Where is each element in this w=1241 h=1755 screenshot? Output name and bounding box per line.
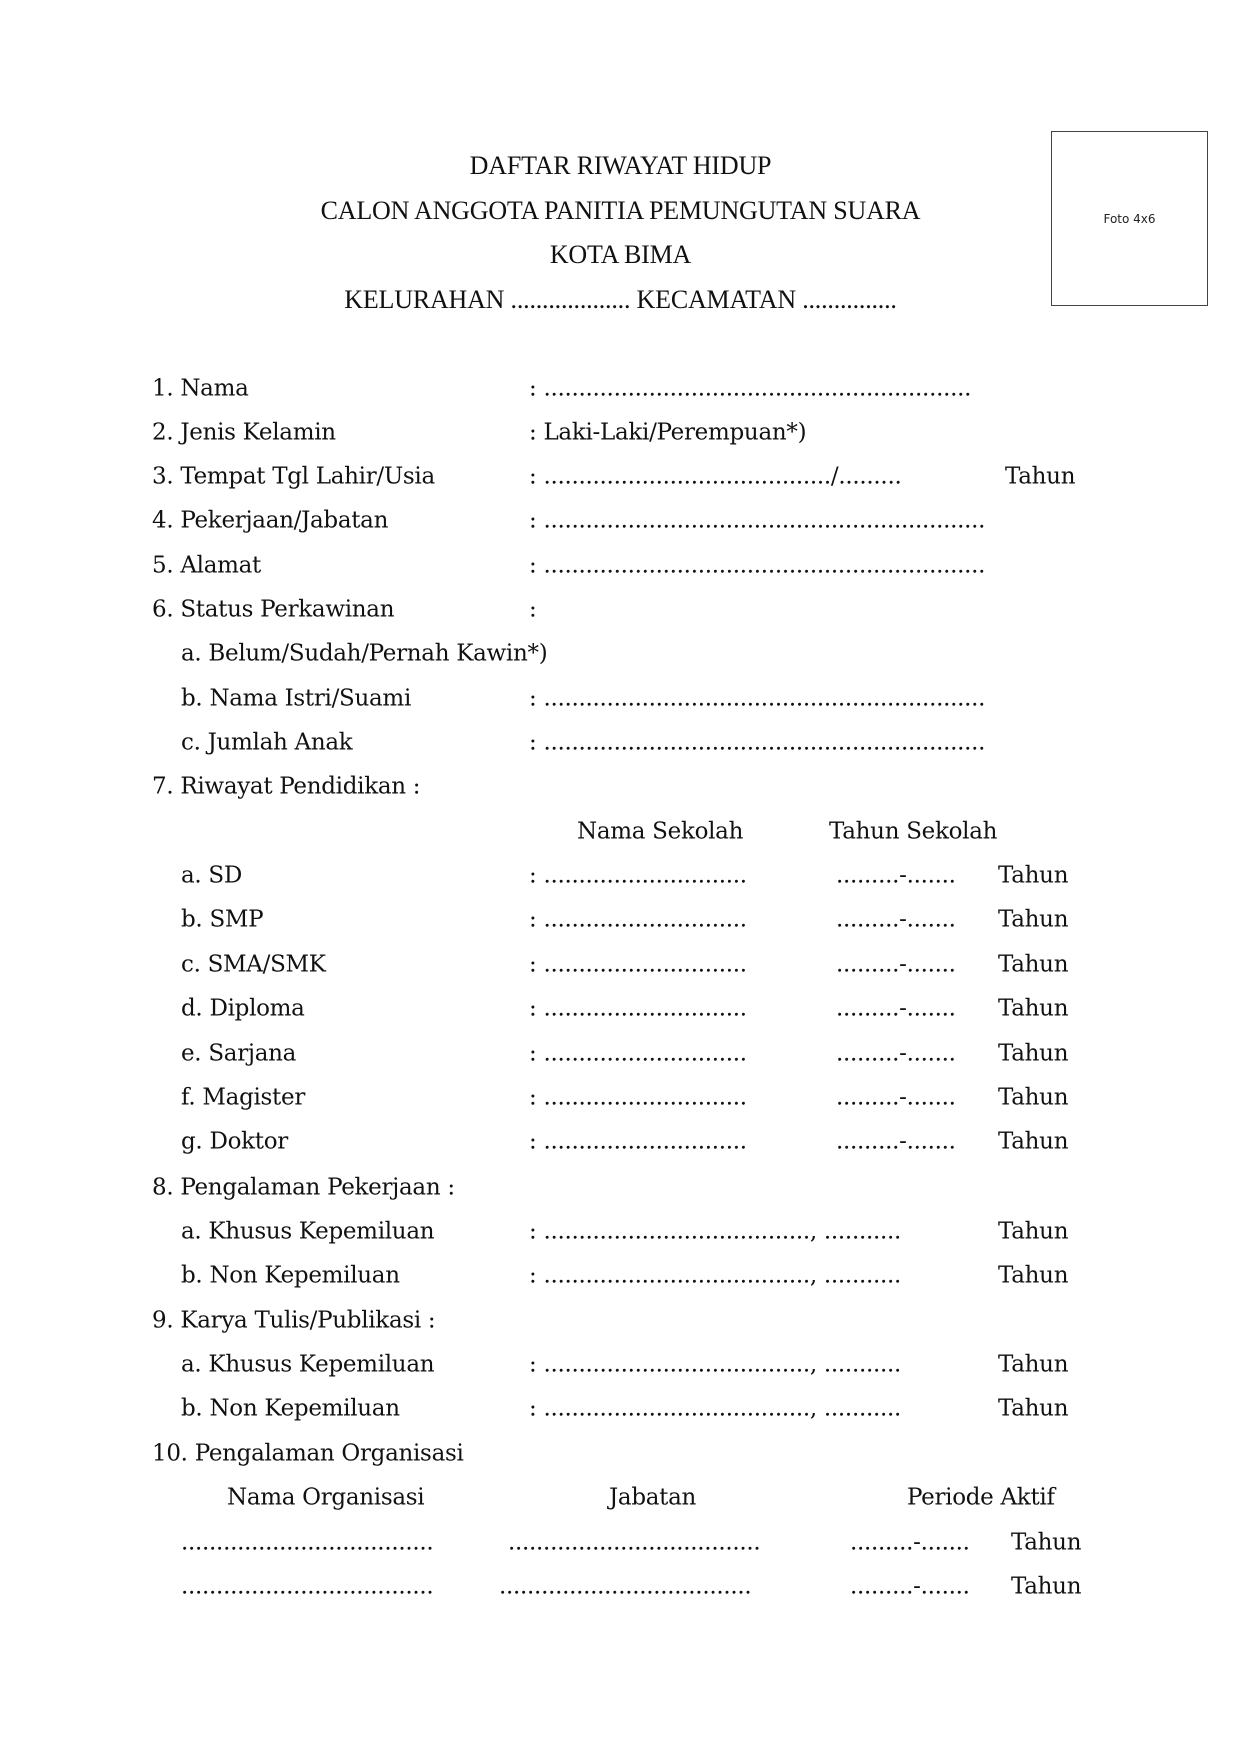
pendidikan-row-nama-sekolah[interactable]: : ............................. <box>529 906 747 933</box>
pengalaman-row-label: b. Non Kepemiluan <box>181 1262 400 1289</box>
field-label-jenis-kelamin: 2. Jenis Kelamin <box>152 419 336 446</box>
pendidikan-row-nama-sekolah[interactable]: : ............................. <box>529 951 747 978</box>
karya-row-value[interactable]: : ......................................, ........... <box>529 1351 902 1378</box>
field-alamat[interactable]: : ............................................................... <box>529 552 986 579</box>
doc-city: KOTA BIMA <box>549 240 692 269</box>
col-header-periode-aktif: Periode Aktif <box>907 1484 1055 1511</box>
pengalaman-row-label: a. Khusus Kepemiluan <box>181 1218 435 1245</box>
pendidikan-row-unit: Tahun <box>998 1084 1069 1111</box>
pendidikan-row-tahun[interactable]: .........-....... <box>836 862 956 889</box>
field-pasangan[interactable]: : ............................................................... <box>529 685 986 712</box>
section-pendidikan: 7. Riwayat Pendidikan : <box>152 773 421 800</box>
pendidikan-row-nama-sekolah[interactable]: : ............................. <box>529 1128 747 1155</box>
organisasi-row-nama[interactable]: .................................... <box>181 1529 434 1556</box>
pendidikan-row-nama-sekolah[interactable]: : ............................. <box>529 1040 747 1067</box>
section-organisasi: 10. Pengalaman Organisasi <box>152 1440 464 1467</box>
pendidikan-row-unit: Tahun <box>998 951 1069 978</box>
field-label-pekerjaan: 4. Pekerjaan/Jabatan <box>152 507 389 534</box>
pengalaman-row-unit: Tahun <box>998 1262 1069 1289</box>
organisasi-row-jabatan[interactable]: .................................... <box>508 1529 761 1556</box>
doc-subtitle: CALON ANGGOTA PANITIA PEMUNGUTAN SUARA <box>320 196 921 225</box>
karya-row-unit: Tahun <box>998 1395 1069 1422</box>
pendidikan-row-tahun[interactable]: .........-....... <box>836 1128 956 1155</box>
pendidikan-row-label: b. SMP <box>181 906 264 933</box>
field-label-ttl: 3. Tempat Tgl Lahir/Usia <box>152 463 435 490</box>
organisasi-row-periode[interactable]: .........-....... <box>850 1529 970 1556</box>
pendidikan-row-label: f. Magister <box>181 1084 306 1111</box>
pengalaman-row-unit: Tahun <box>998 1218 1069 1245</box>
pendidikan-row-tahun[interactable]: .........-....... <box>836 1084 956 1111</box>
field-label-alamat: 5. Alamat <box>152 552 261 579</box>
organisasi-row-unit: Tahun <box>1011 1529 1082 1556</box>
field-label-pasangan: b. Nama Istri/Suami <box>181 685 411 712</box>
col-header-jabatan: Jabatan <box>609 1484 697 1511</box>
field-status-a[interactable]: a. Belum/Sudah/Pernah Kawin*) <box>181 640 548 667</box>
pengalaman-row-value[interactable]: : ......................................, ........... <box>529 1218 902 1245</box>
pendidikan-row-tahun[interactable]: .........-....... <box>836 951 956 978</box>
pendidikan-row-label: g. Doktor <box>181 1128 288 1155</box>
col-header-nama-sekolah: Nama Sekolah <box>577 818 744 845</box>
col-header-tahun-sekolah: Tahun Sekolah <box>829 818 998 845</box>
karya-row-value[interactable]: : ......................................, ........... <box>529 1395 902 1422</box>
karya-row-label: b. Non Kepemiluan <box>181 1395 400 1422</box>
pendidikan-row-unit: Tahun <box>998 1040 1069 1067</box>
field-jenis-kelamin[interactable]: : Laki-Laki/Perempuan*) <box>529 419 807 446</box>
field-ttl-unit: Tahun <box>1005 463 1076 490</box>
karya-row-label: a. Khusus Kepemiluan <box>181 1351 435 1378</box>
field-nama[interactable]: : ............................................................. <box>529 375 972 402</box>
section-pengalaman-pekerjaan: 8. Pengalaman Pekerjaan : <box>152 1174 455 1201</box>
pendidikan-row-tahun[interactable]: .........-....... <box>836 1040 956 1067</box>
organisasi-row-periode[interactable]: .........-....... <box>850 1573 970 1600</box>
organisasi-row-jabatan[interactable]: .................................... <box>499 1573 752 1600</box>
doc-kelurahan-kecamatan: KELURAHAN ................... KECAMATAN ............... <box>344 285 897 314</box>
pendidikan-row-nama-sekolah[interactable]: : ............................. <box>529 862 747 889</box>
karya-row-unit: Tahun <box>998 1351 1069 1378</box>
photo-label: Foto 4x6 <box>1103 211 1156 226</box>
pendidikan-row-unit: Tahun <box>998 1128 1069 1155</box>
pendidikan-row-tahun[interactable]: .........-....... <box>836 995 956 1022</box>
pendidikan-row-nama-sekolah[interactable]: : ............................. <box>529 995 747 1022</box>
field-status-colon: : <box>529 596 537 623</box>
pendidikan-row-unit: Tahun <box>998 906 1069 933</box>
section-karya-tulis: 9. Karya Tulis/Publikasi : <box>152 1307 436 1334</box>
field-label-jumlah-anak: c. Jumlah Anak <box>181 729 353 756</box>
field-jumlah-anak[interactable]: : ............................................................... <box>529 729 986 756</box>
organisasi-row-nama[interactable]: .................................... <box>181 1573 434 1600</box>
field-ttl[interactable]: : ........................................./......... <box>529 463 902 490</box>
pendidikan-row-label: d. Diploma <box>181 995 305 1022</box>
field-label-nama: 1. Nama <box>152 375 249 402</box>
pendidikan-row-unit: Tahun <box>998 995 1069 1022</box>
col-header-nama-organisasi: Nama Organisasi <box>227 1484 425 1511</box>
field-pekerjaan[interactable]: : ............................................................... <box>529 507 986 534</box>
pendidikan-row-label: a. SD <box>181 862 243 889</box>
pendidikan-row-nama-sekolah[interactable]: : ............................. <box>529 1084 747 1111</box>
field-label-status: 6. Status Perkawinan <box>152 596 395 623</box>
pendidikan-row-unit: Tahun <box>998 862 1069 889</box>
organisasi-row-unit: Tahun <box>1011 1573 1082 1600</box>
pendidikan-row-label: e. Sarjana <box>181 1040 297 1067</box>
photo-box <box>1051 131 1208 306</box>
doc-title: DAFTAR RIWAYAT HIDUP <box>469 151 772 180</box>
pengalaman-row-value[interactable]: : ......................................, ........... <box>529 1262 902 1289</box>
pendidikan-row-tahun[interactable]: .........-....... <box>836 906 956 933</box>
pendidikan-row-label: c. SMA/SMK <box>181 951 326 978</box>
